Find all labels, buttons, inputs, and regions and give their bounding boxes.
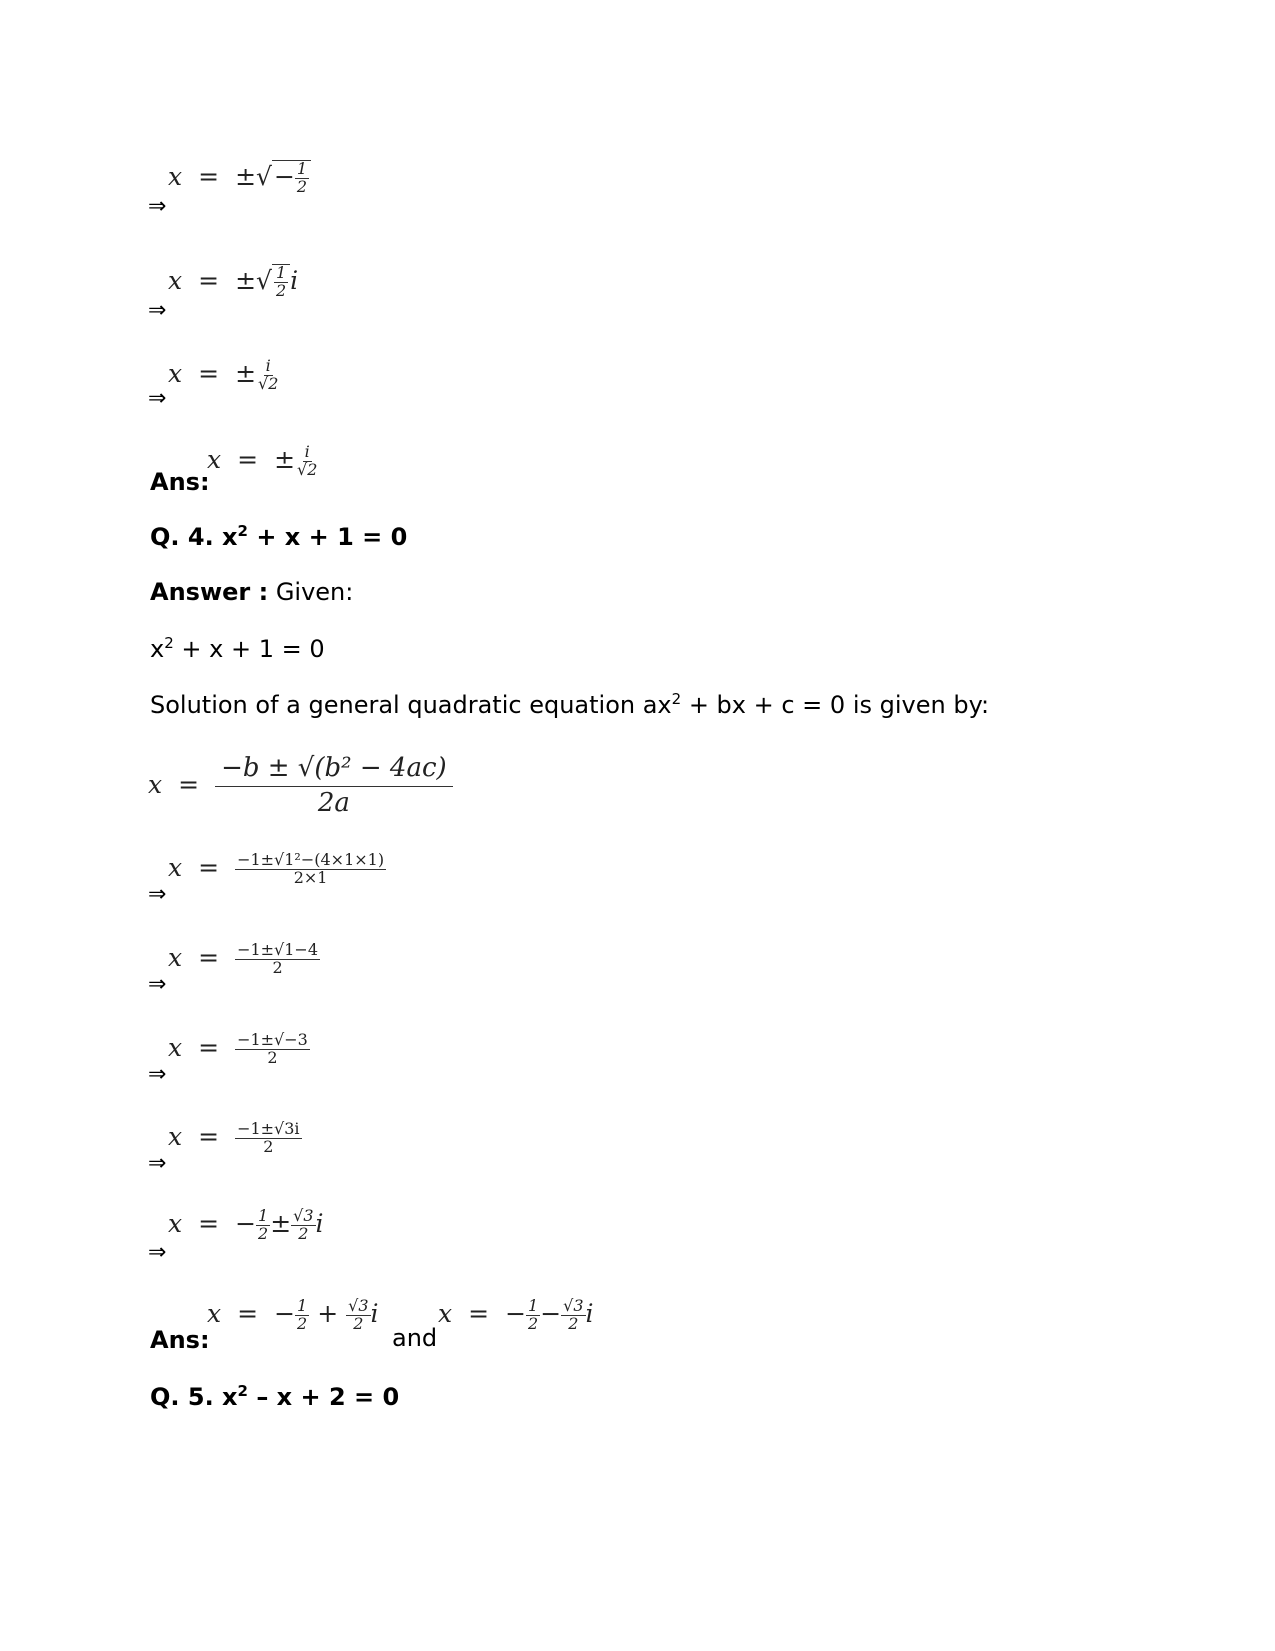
equation-step-c: x = $\frac{-1\pm√-3}{2}$ [168,1030,308,1067]
answer-equation-2a: x = − $\frac{1}{2}$ + $\frac{√3}{2}$ i [207,1296,379,1333]
quadratic-formula: x = $\frac{\text{−b ± √(b² − 4ac)}}{2a}$ [148,752,453,821]
implies-symbol: ⇒ [148,194,167,219]
implies-symbol: ⇒ [148,298,167,323]
answer-heading: Answer : Given: [150,578,354,606]
answer-equation-2b: x = − $\frac{1}{2}$ − $\frac{√3}{2}$ i [438,1296,594,1333]
implies-symbol: ⇒ [148,386,167,411]
and-connector: and [392,1324,438,1352]
equation-step-1: x = ±√− $\frac{1}{2}$ [168,160,311,196]
given-equation: $x^2 + x + 1 = 0$ [150,634,325,663]
equation-step-e: x = − $\frac{1}{2}$ ± $\frac{√3}{2}$ i [168,1206,324,1243]
solution-text: Solution of a general quadratic equation $ax^2$ + bx + c = 0 is given by: [150,690,990,719]
implies-symbol: ⇒ [148,1240,167,1265]
implies-symbol: ⇒ [148,972,167,997]
answer-label: Ans: [150,468,210,496]
equation-step-a: x = $\frac{\text{−1±√1²−(4×1×1)}}{2\times 1}$ [168,850,385,887]
question-4: Q. 4. $x^2 + x + 1 = 0$ [150,522,408,551]
equation-step-2: x = ±√ $\frac{1}{2}$ i [168,263,299,300]
implies-symbol: ⇒ [148,1062,167,1087]
equation-step-b: x = $\frac{-1\pm√1-4}{2}$ [168,940,319,977]
answer-equation-1: x = ± $\frac{i}{√2}$ [207,442,318,479]
implies-symbol: ⇒ [148,1151,167,1176]
equation-step-3: x = ± $\frac{i}{√2}$ [168,356,279,393]
answer-label: Ans: [150,1326,210,1354]
question-5: Q. 5. $x^2 - x + 2 = 0$ [150,1382,400,1411]
implies-symbol: ⇒ [148,882,167,907]
equation-step-d: x = $\frac{-1\pm√3i}{2}$ [168,1119,300,1156]
